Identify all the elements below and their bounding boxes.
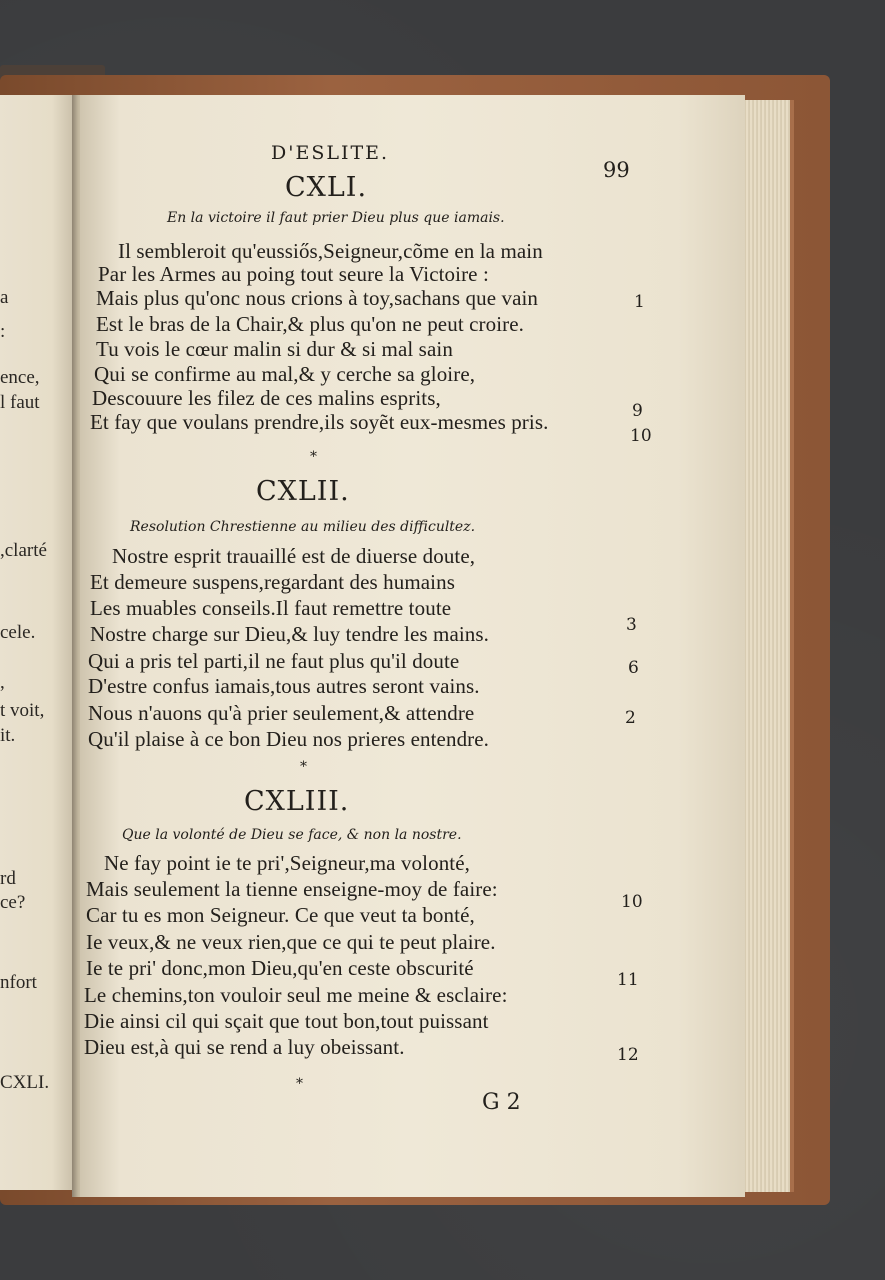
verse-line: Le chemins,ton vouloir seul me meine & esclaire:	[84, 983, 508, 1007]
verse-line: Die ainsi cil qui sçait que tout bon,tout puissant	[84, 1009, 489, 1033]
section-caption: Resolution Chrestienne au milieu des difficultez.	[130, 519, 476, 535]
verse-line: Il sembleroit qu'eussiős,Seigneur,cõme en la main	[118, 239, 543, 263]
verse-line: Par les Armes au poing tout seure la Victoire :	[98, 262, 489, 286]
left-fragment: ,clarté	[0, 540, 47, 561]
signature-mark: G 2	[482, 1090, 521, 1115]
left-page	[0, 95, 74, 1190]
verse-line: Nostre esprit trauaillé est de diuerse doute,	[112, 544, 476, 568]
left-fragment: ,	[0, 672, 5, 693]
verse-line: Ie veux,& ne veux rien,que ce qui te peut plaire.	[86, 930, 496, 954]
verse-line: Nostre charge sur Dieu,& luy tendre les mains.	[90, 622, 490, 646]
separator-asterisk: *	[300, 759, 307, 775]
verse-line: Mais plus qu'onc nous crions à toy,sachans que vain	[96, 286, 539, 310]
verse-line: Les muables conseils.Il faut remettre toute	[90, 596, 452, 620]
section-caption: En la victoire il faut prier Dieu plus que iamais.	[167, 210, 505, 226]
line-number: 9	[632, 401, 643, 421]
verse-line: Ne fay point ie te pri',Seigneur,ma volonté,	[104, 851, 470, 875]
separator-asterisk: *	[310, 449, 317, 465]
line-number: 10	[621, 892, 643, 912]
line-number: 6	[628, 658, 639, 678]
section-title: CXLI.	[285, 172, 368, 203]
left-fragment: ce?	[0, 892, 26, 913]
left-fragment: t voit,	[0, 700, 45, 721]
line-number: 1	[634, 292, 645, 312]
left-fragment: l faut	[0, 392, 40, 413]
line-number: 11	[617, 970, 639, 990]
left-fragment: cele.	[0, 622, 36, 643]
left-fragment: CXLI.	[0, 1072, 50, 1093]
line-number: 10	[630, 426, 652, 446]
left-fragment: it.	[0, 725, 16, 746]
separator-asterisk: *	[296, 1076, 303, 1092]
line-number: 2	[625, 708, 636, 728]
section-title: CXLII.	[256, 476, 350, 507]
verse-line: Descouure les filez de ces malins esprits,	[92, 386, 441, 410]
verse-line: Dieu est,à qui se rend a luy obeissant.	[84, 1035, 405, 1059]
verse-line: Qu'il plaise à ce bon Dieu nos prieres entendre.	[88, 727, 490, 751]
verse-line: D'estre confus iamais,tous autres seront vains.	[88, 674, 480, 698]
left-fragment: ence,	[0, 367, 40, 388]
verse-line: Nous n'auons qu'à prier seulement,& attendre	[88, 701, 475, 725]
left-fragment: a	[0, 287, 9, 308]
section-title: CXLIII.	[244, 786, 350, 817]
verse-line: Est le bras de la Chair,& plus qu'on ne peut croire.	[96, 312, 525, 336]
verse-line: Et fay que voulans prendre,ils soyẽt eux-mesmes pris.	[90, 410, 549, 434]
left-fragment: :	[0, 321, 6, 342]
verse-line: Tu vois le cœur malin si dur & si mal sain	[96, 337, 453, 361]
left-fragment: nfort	[0, 972, 37, 993]
left-fragment: rd	[0, 868, 16, 889]
line-number: 3	[626, 615, 637, 635]
line-number: 12	[617, 1045, 639, 1065]
verse-line: Qui se confirme au mal,& y cerche sa gloire,	[94, 362, 476, 386]
running-head: D'ESLITE.	[271, 142, 390, 164]
verse-line: Et demeure suspens,regardant des humains	[90, 570, 455, 594]
verse-line: Ie te pri' donc,mon Dieu,qu'en ceste obscurité	[86, 956, 474, 980]
verse-line: Car tu es mon Seigneur. Ce que veut ta bonté,	[86, 903, 475, 927]
verse-line: Qui a pris tel parti,il ne faut plus qu'il doute	[88, 649, 460, 673]
section-caption: Que la volonté de Dieu se face, & non la nostre.	[122, 827, 462, 843]
page-edges	[742, 100, 794, 1192]
page-number: 99	[603, 158, 630, 182]
verse-line: Mais seulement la tienne enseigne-moy de faire:	[86, 877, 498, 901]
